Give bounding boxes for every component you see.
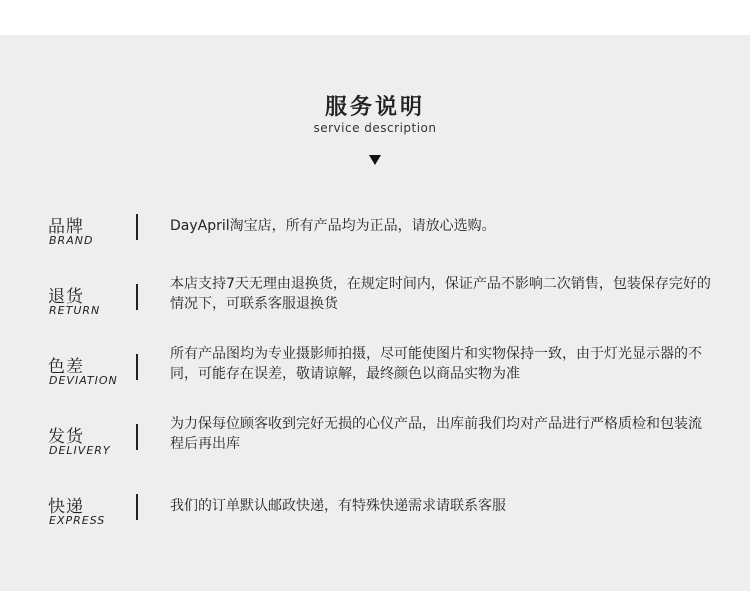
item-title-en: EXPRESS [49,514,106,527]
item-title-en: BRAND [49,234,94,247]
page-subtitle: service description [313,121,437,135]
service-item-brand [0,212,750,252]
divider [136,284,138,310]
divider [136,354,138,380]
item-description: DayApril淘宝店，所有产品均为正品，请放心选购。 [170,218,496,234]
page-title: 服务说明 [324,95,425,120]
service-item-delivery [0,416,750,462]
service-item-express [0,492,750,532]
item-title-cn: 快递 [48,497,84,517]
item-description: 本店支持7天无理由退换货，在规定时间内，保证产品不影响二次销售，包装保存完好的情况下，可联系客服退换货 [170,276,711,312]
triangle-down-icon [369,155,381,165]
divider [136,424,138,450]
item-title-cn: 退货 [48,287,84,307]
item-title-cn: 发货 [48,427,84,447]
item-description: 为力保每位顾客收到完好无损的心仪产品，出库前我们均对产品进行严格质检和包装流程后再出库 [170,416,702,452]
item-title-en: DELIVERY [49,444,111,457]
item-description: 我们的订单默认邮政快递，有特殊快递需求请联系客服 [170,498,506,514]
service-item-return [0,276,750,322]
service-item-deviation [0,346,750,392]
item-description: 所有产品图均为专业摄影师拍摄，尽可能使图片和实物保持一致，由于灯光显示器的不同，可能存在误差，敬请谅解，最终颜色以商品实物为准 [170,346,702,382]
divider [136,494,138,520]
item-title-en: DEVIATION [49,374,118,387]
item-title-cn: 色差 [48,357,84,377]
item-title-cn: 品牌 [48,217,84,237]
item-title-en: RETURN [49,304,101,317]
divider [136,214,138,240]
